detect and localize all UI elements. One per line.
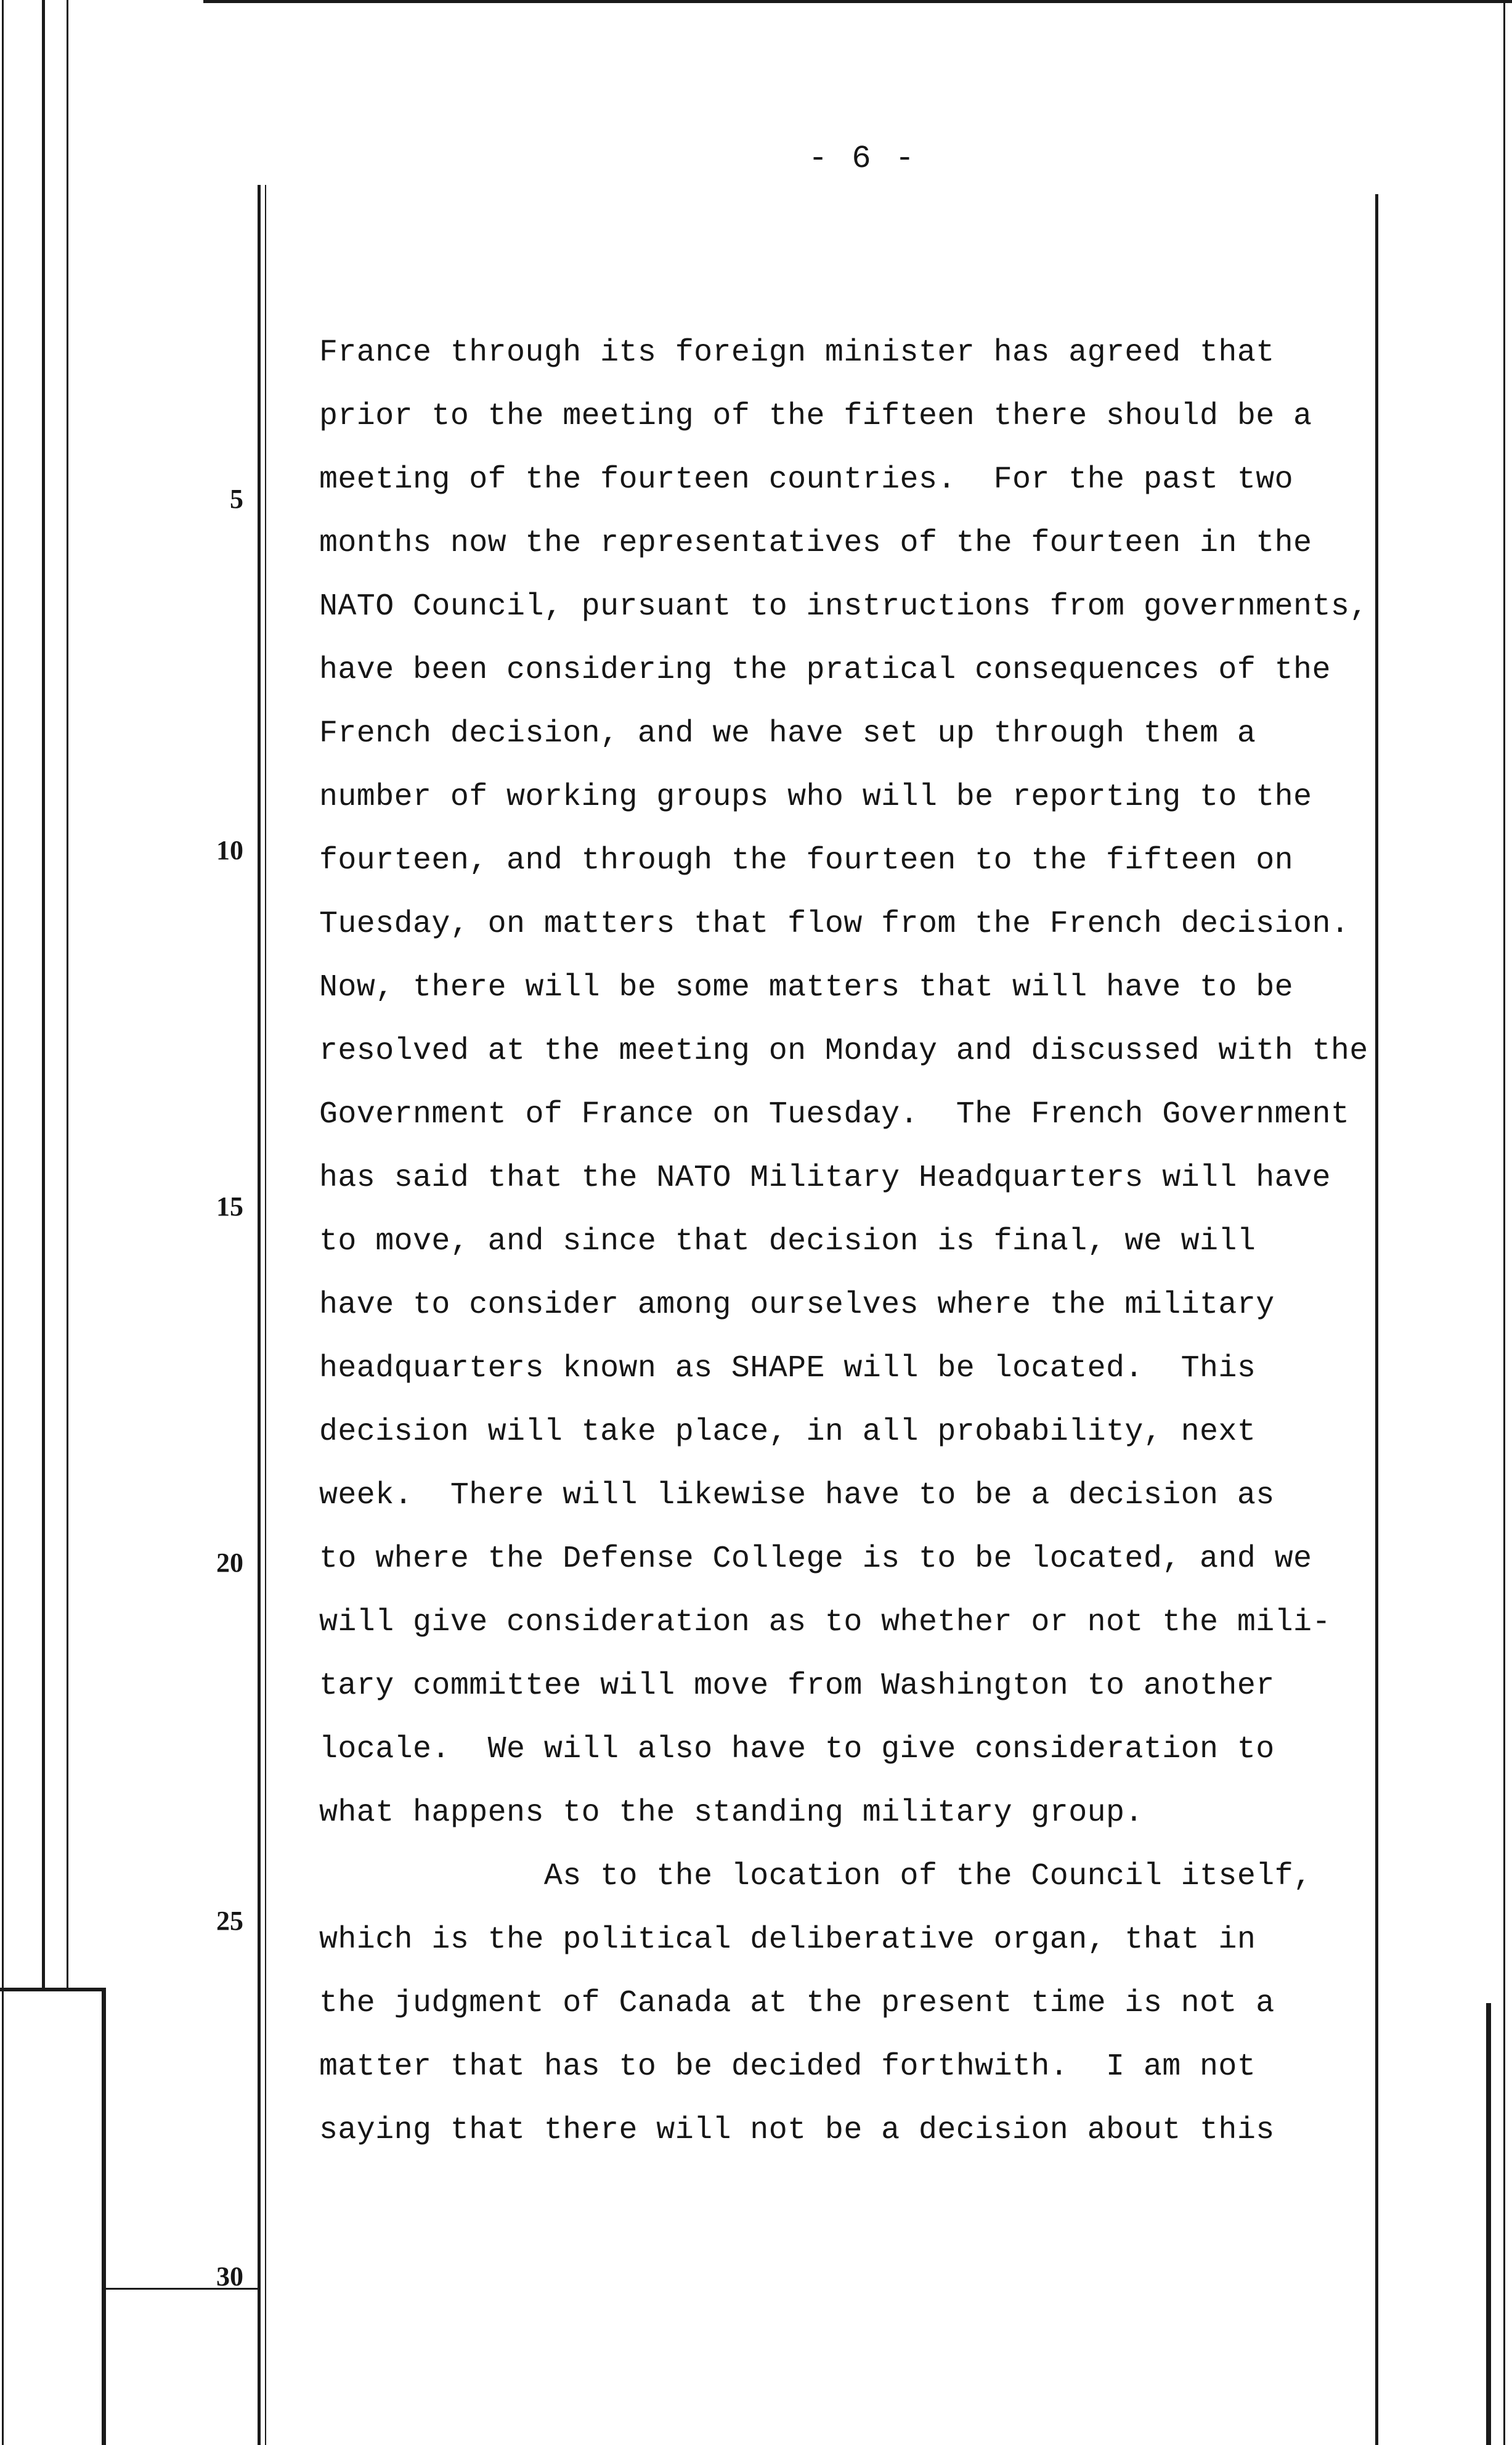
text-line: locale. We will also have to give consideration to [319, 1732, 1275, 1767]
text-line: resolved at the meeting on Monday and discussed with the [319, 1034, 1368, 1069]
line-number-25: 25 [216, 1906, 243, 1936]
text-line: fourteen, and through the fourteen to the fifteen on [319, 843, 1294, 878]
page-number: - 6 - [808, 141, 917, 177]
text-line: months now the representatives of the fourteen in the [319, 526, 1312, 561]
text-line: French decision, and we have set up through them a [319, 716, 1256, 751]
text-line: Now, there will be some matters that will have to be [319, 970, 1294, 1005]
text-line: have been considering the pratical consequences of the [319, 653, 1331, 688]
line-number-margin-rule-2 [265, 185, 266, 2445]
text-line: As to the location of the Council itself, [319, 1859, 1312, 1894]
text-line: what happens to the standing military group. [319, 1795, 1144, 1831]
text-line: France through its foreign minister has agreed that [319, 335, 1275, 370]
text-line: decision will take place, in all probability, next [319, 1414, 1256, 1450]
lower-left-box-side [102, 1988, 106, 2445]
text-line: the judgment of Canada at the present time is not a [319, 1986, 1275, 2021]
text-line: has said that the NATO Military Headquarters will have [319, 1161, 1331, 1196]
text-line: NATO Council, pursuant to instructions from governments, [319, 589, 1368, 624]
text-line: number of working groups who will be reporting to the [319, 780, 1312, 815]
line-number-20: 20 [216, 1548, 243, 1578]
text-line: prior to the meeting of the fifteen there should be a [319, 399, 1312, 434]
top-border-rule [203, 0, 1512, 3]
lower-left-box-top [0, 1988, 106, 1991]
line-number-15: 15 [216, 1191, 243, 1222]
text-line: Government of France on Tuesday. The French Government [319, 1097, 1350, 1132]
text-line: matter that has to be decided forthwith. I am not [319, 2049, 1256, 2084]
text-line: saying that there will not be a decision about this [319, 2113, 1275, 2148]
text-line: will give consideration as to whether or not the mili- [319, 1605, 1331, 1640]
text-line: to move, and since that decision is final, we will [319, 1224, 1256, 1259]
left-outer-margin-rule-2 [67, 0, 68, 1988]
left-page-edge-rule [2, 0, 4, 2445]
line-number-30: 30 [216, 2261, 243, 2292]
line-number-10: 10 [216, 835, 243, 865]
right-margin-rule [1375, 194, 1378, 2445]
text-line: which is the political deliberative organ, that in [319, 1922, 1256, 1957]
text-line: week. There will likewise have to be a decision as [319, 1478, 1275, 1513]
text-line: headquarters known as SHAPE will be located. This [319, 1351, 1256, 1386]
line-number-margin-rule [258, 185, 261, 2445]
text-line: have to consider among ourselves where the military [319, 1288, 1275, 1323]
text-line: tary committee will move from Washington to another [319, 1668, 1275, 1704]
line-number-5: 5 [230, 484, 243, 514]
right-lower-fold-rule [1486, 2003, 1491, 2445]
text-line: to where the Defense College is to be located, and we [319, 1541, 1312, 1577]
text-line: Tuesday, on matters that flow from the French decision. [319, 907, 1350, 942]
text-line: meeting of the fourteen countries. For the past two [319, 462, 1294, 497]
left-outer-margin-rule [42, 0, 45, 1988]
far-right-edge-rule [1503, 0, 1505, 2445]
